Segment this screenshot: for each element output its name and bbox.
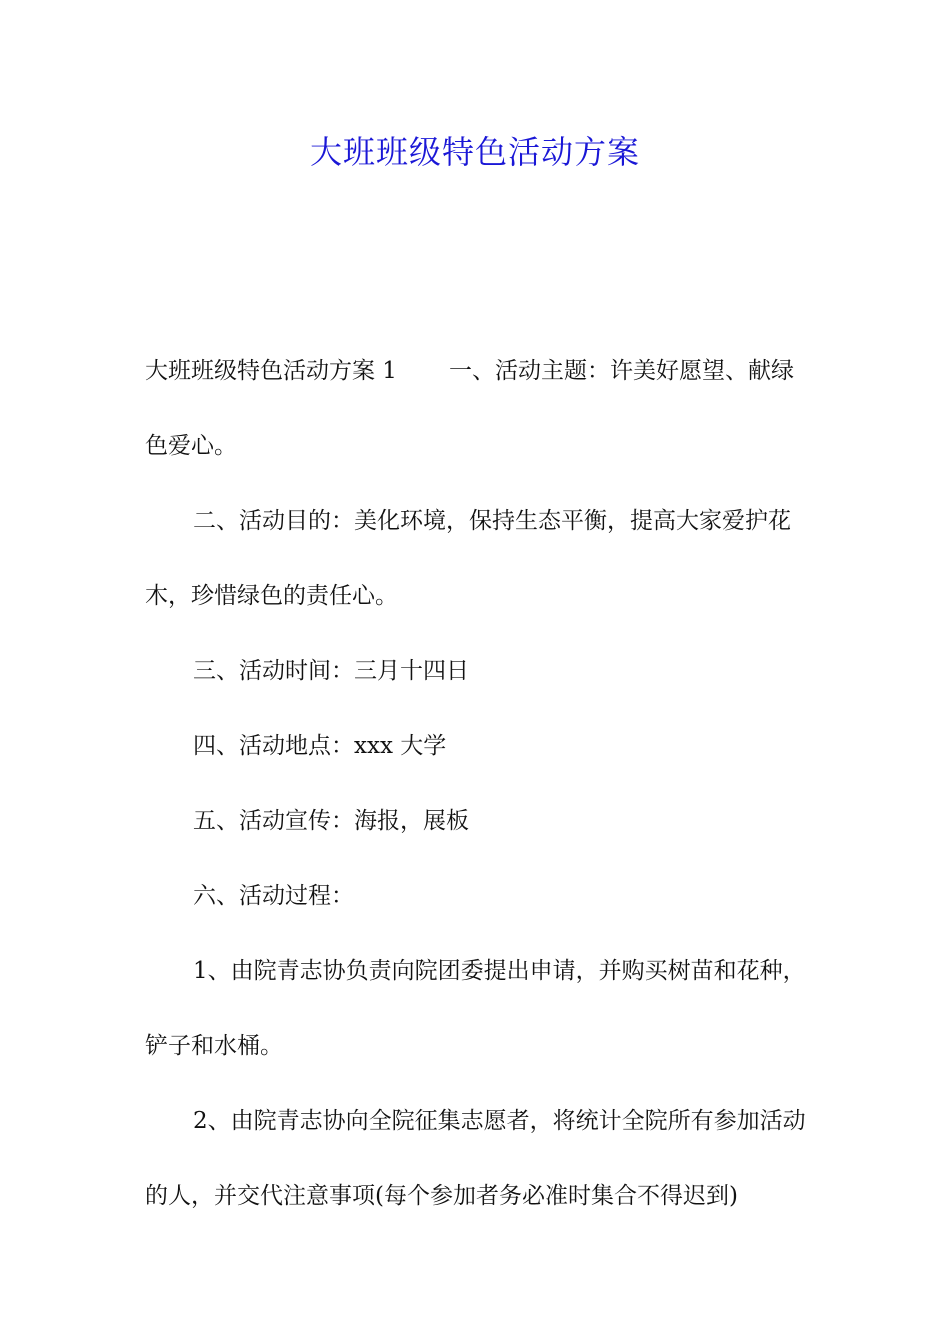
paragraph-promotion: 五、活动宣传：海报，展板 (193, 808, 469, 834)
paragraph-theme: 一、活动主题：许美好愿望、献绿色爱心。 (145, 358, 794, 459)
paragraph-step-2: 2、由院青志协向全院征集志愿者，将统计全院所有参加活动的人，并交代注意事项(每个参加者务必准时集合不得迟到) (145, 1108, 806, 1209)
paragraph-intro (145, 334, 815, 484)
paragraph-step-1: 1、由院青志协负责向院团委提出申请，并购买树苗和花种，铲子和水桶。 (145, 958, 806, 1059)
paragraph-time: 三、活动时间：三月十四日 (193, 658, 469, 684)
section-heading: 大班班级特色活动方案 1 (145, 358, 397, 384)
paragraph-purpose: 二、活动目的：美化环境，保持生态平衡，提高大家爱护花木，珍惜绿色的责任心。 (145, 508, 791, 609)
paragraph-location: 四、活动地点：xxx 大学 (193, 733, 447, 759)
document-body (145, 334, 815, 1234)
paragraph-process: 六、活动过程： (193, 883, 354, 909)
document-title: 大班班级特色活动方案 (309, 133, 640, 171)
